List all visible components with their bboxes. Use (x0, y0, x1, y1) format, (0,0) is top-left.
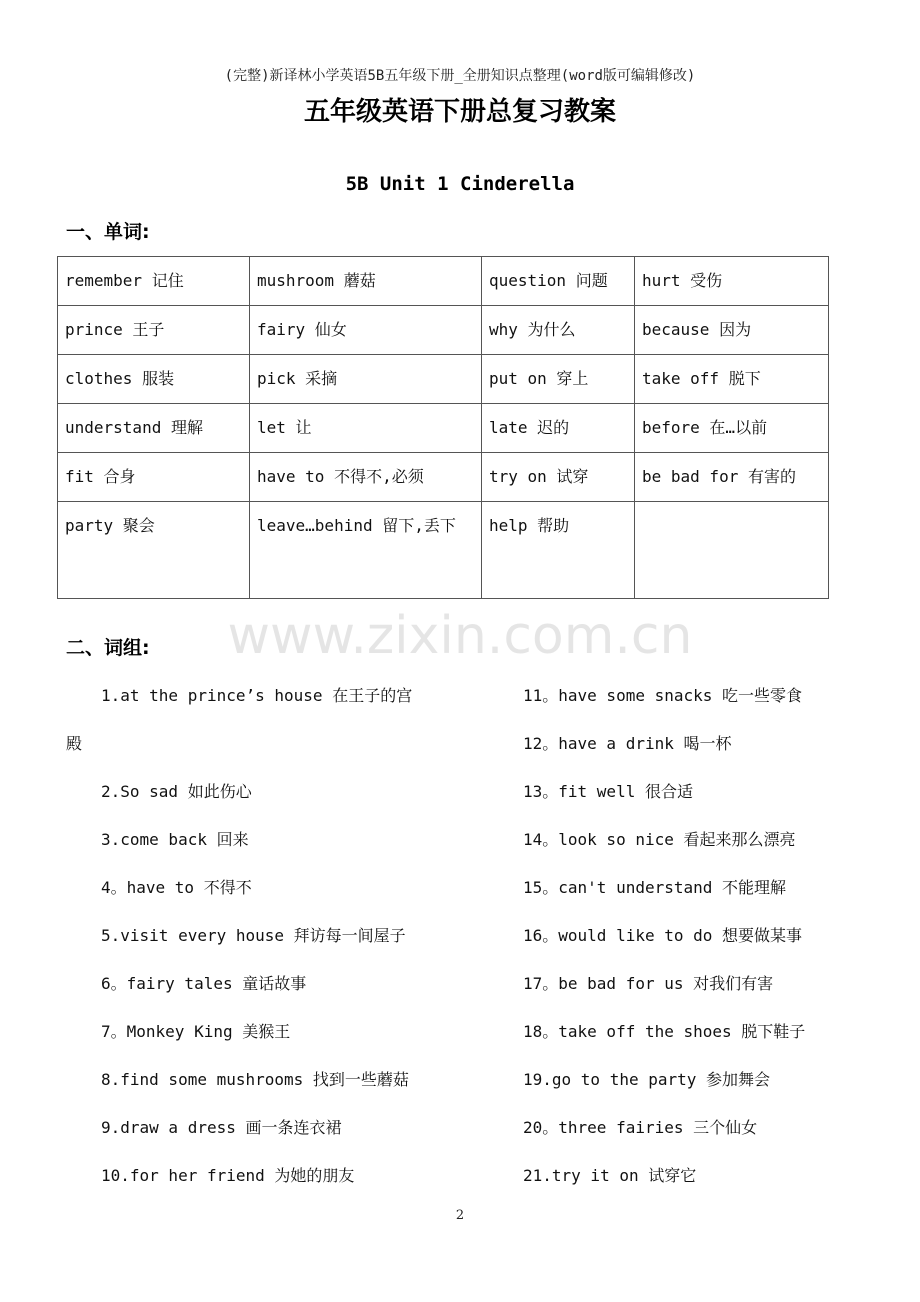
vocab-cell: have to 不得不,必须 (250, 453, 482, 502)
phrase-item: 11。have some snacks 吃一些零食 (523, 686, 803, 705)
phrase-item-continuation: 殿 (66, 734, 83, 753)
vocabulary-table (57, 256, 829, 599)
watermark: www.zixin.com.cn (227, 606, 693, 666)
vocab-cell: prince 王子 (58, 306, 250, 355)
phrase-item: 17。be bad for us 对我们有害 (523, 974, 774, 993)
phrase-item: 2.So sad 如此伤心 (101, 782, 252, 801)
phrase-item: 8.find some mushrooms 找到一些蘑菇 (101, 1070, 409, 1089)
vocab-cell: put on 穿上 (482, 355, 635, 404)
phrase-item: 16。would like to do 想要做某事 (523, 926, 803, 945)
vocabulary-heading: 一、单词: (66, 221, 150, 243)
phrase-item: 3.come back 回来 (101, 830, 249, 849)
phrase-item: 9.draw a dress 画一条连衣裙 (101, 1118, 342, 1137)
vocab-cell: remember 记住 (58, 257, 250, 306)
table-row (58, 257, 829, 306)
phrase-item: 14。look so nice 看起来那么漂亮 (523, 830, 796, 849)
vocab-cell: help 帮助 (482, 502, 635, 599)
running-header: (完整)新译林小学英语5B五年级下册_全册知识点整理(word版可编辑修改) (224, 68, 696, 84)
vocab-cell: late 迟的 (482, 404, 635, 453)
vocab-cell: take off 脱下 (635, 355, 829, 404)
vocab-cell: why 为什么 (482, 306, 635, 355)
phrase-item: 19.go to the party 参加舞会 (523, 1070, 771, 1089)
vocab-cell: fairy 仙女 (250, 306, 482, 355)
table-row (58, 306, 829, 355)
page-number: 2 (455, 1208, 465, 1223)
table-row (58, 502, 829, 599)
table-row (58, 453, 829, 502)
phrase-item: 12。have a drink 喝一杯 (523, 734, 732, 753)
phrase-item: 10.for her friend 为她的朋友 (101, 1166, 355, 1185)
unit-title: 5B Unit 1 Cinderella (345, 173, 575, 195)
phrases-heading: 二、词组: (66, 637, 150, 659)
table-row (58, 355, 829, 404)
vocab-cell: try on 试穿 (482, 453, 635, 502)
phrase-item: 18。take off the shoes 脱下鞋子 (523, 1022, 806, 1041)
vocab-cell: understand 理解 (58, 404, 250, 453)
vocab-cell: pick 采摘 (250, 355, 482, 404)
vocab-cell: party 聚会 (58, 502, 250, 599)
vocab-cell: because 因为 (635, 306, 829, 355)
vocab-cell: let 让 (250, 404, 482, 453)
phrase-item: 7。Monkey King 美猴王 (101, 1022, 291, 1041)
vocab-cell: hurt 受伤 (635, 257, 829, 306)
phrase-item: 5.visit every house 拜访每一间屋子 (101, 926, 406, 945)
vocab-cell: before 在…以前 (635, 404, 829, 453)
vocab-cell: fit 合身 (58, 453, 250, 502)
vocab-cell-empty (635, 502, 829, 599)
table-row (58, 404, 829, 453)
vocab-cell: leave…behind 留下,丢下 (250, 502, 482, 599)
phrase-item: 6。fairy tales 童话故事 (101, 974, 307, 993)
document-title: 五年级英语下册总复习教案 (303, 97, 616, 127)
vocab-cell: question 问题 (482, 257, 635, 306)
vocab-cell: clothes 服装 (58, 355, 250, 404)
phrase-item: 15。can't understand 不能理解 (523, 878, 787, 897)
vocab-cell: mushroom 蘑菇 (250, 257, 482, 306)
phrase-item: 21.try it on 试穿它 (523, 1166, 697, 1185)
phrase-item: 1.at the prince’s house 在王子的宫 (101, 686, 413, 705)
phrase-item: 13。fit well 很合适 (523, 782, 693, 801)
phrase-item: 20。three fairies 三个仙女 (523, 1118, 758, 1137)
vocab-cell: be bad for 有害的 (635, 453, 829, 502)
phrase-item: 4。have to 不得不 (101, 878, 252, 897)
